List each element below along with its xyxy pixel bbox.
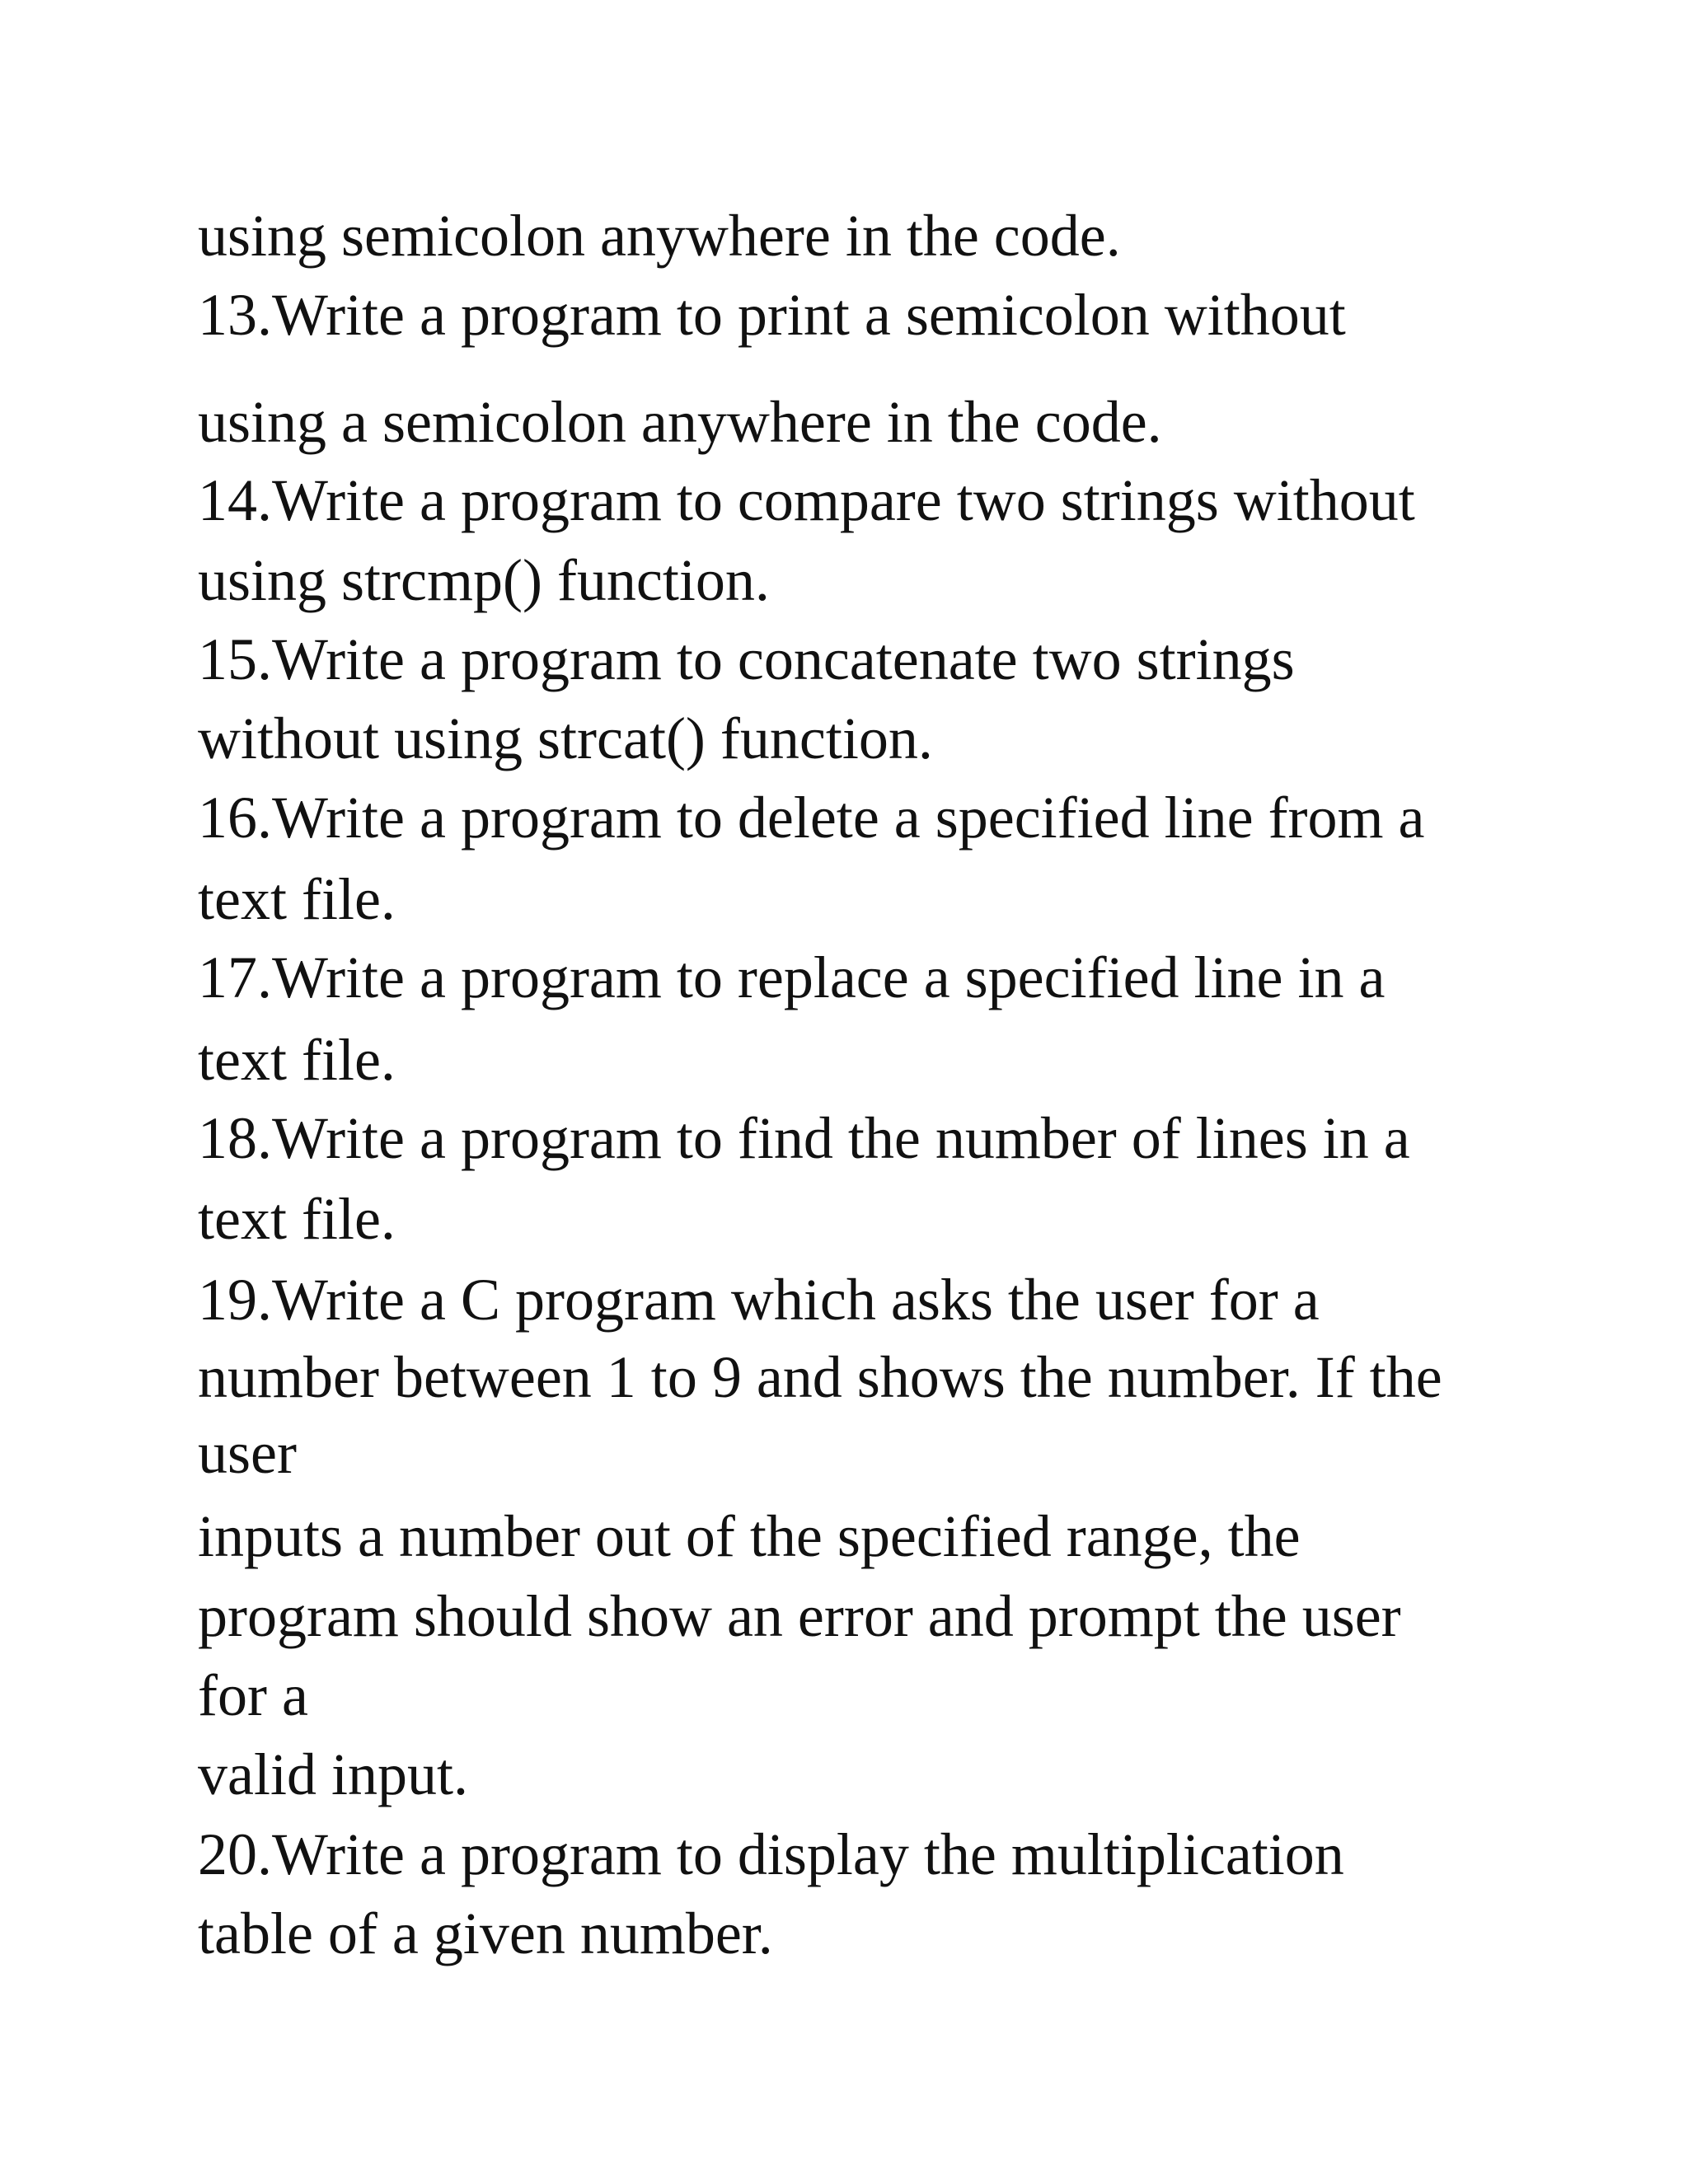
text-line: 15.Write a program to concatenate two strings <box>198 626 1295 692</box>
text-line: 13.Write a program to print a semicolon without <box>198 282 1346 348</box>
text-line: 19.Write a C program which asks the user for a <box>198 1267 1320 1333</box>
text-line: without using strcat() function. <box>198 705 933 771</box>
text-line: program should show an error and prompt the user <box>198 1583 1401 1649</box>
text-line: table of a given number. <box>198 1900 773 1966</box>
text-line: number between 1 to 9 and shows the number. If the <box>198 1344 1442 1410</box>
text-line: using a semicolon anywhere in the code. <box>198 389 1162 455</box>
text-line: for a <box>198 1662 308 1728</box>
text-line: valid input. <box>198 1741 468 1807</box>
text-line: text file. <box>198 1186 396 1252</box>
text-line: 16.Write a program to delete a specified line from a <box>198 785 1425 851</box>
text-line: inputs a number out of the specified range, the <box>198 1503 1301 1569</box>
text-line: user <box>198 1420 297 1486</box>
text-line: 18.Write a program to find the number of lines in a <box>198 1105 1410 1171</box>
text-line: 14.Write a program to compare two strings without <box>198 467 1415 533</box>
text-line: text file. <box>198 866 396 932</box>
text-line: text file. <box>198 1027 396 1093</box>
text-line: using semicolon anywhere in the code. <box>198 203 1121 269</box>
text-line: using strcmp() function. <box>198 547 770 613</box>
text-line: 20.Write a program to display the multiplication <box>198 1821 1344 1887</box>
text-line: 17.Write a program to replace a specified line in a <box>198 944 1386 1010</box>
